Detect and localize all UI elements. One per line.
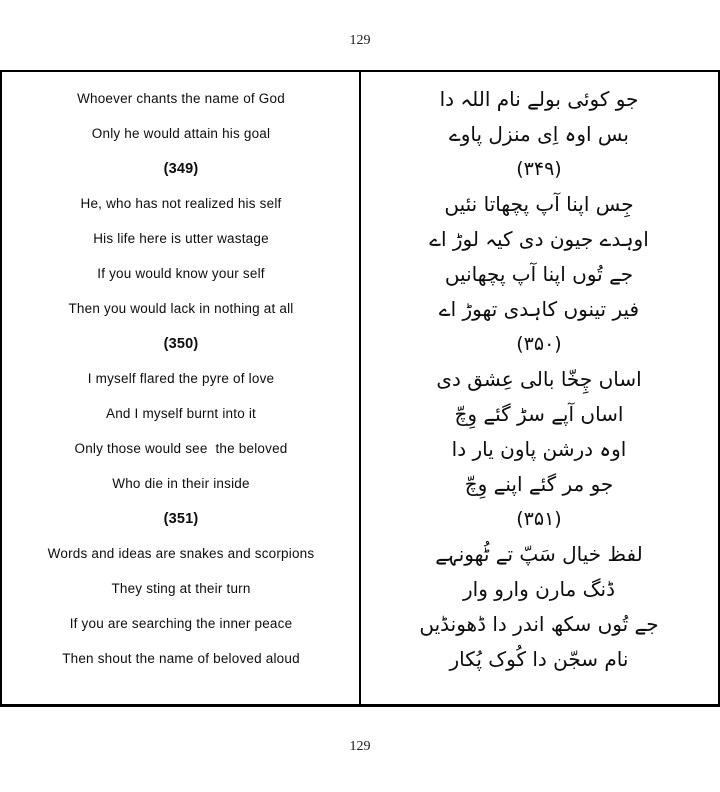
verse-row [2, 501, 718, 536]
english-line: They sting at their turn [111, 581, 251, 596]
urdu-line: جو کوئی بولے نام اللہ دا [439, 86, 639, 111]
english-line: Who die in their inside [112, 476, 250, 491]
english-line: If you would know your self [97, 266, 265, 281]
urdu-line: (۳۴۹) [516, 157, 562, 180]
verse-row [2, 326, 718, 361]
urdu-line: فیر تینوں کاہدی تھوڑ اے [438, 296, 640, 321]
urdu-line: بس اوہ اِی منزل پاوے [449, 121, 629, 146]
verse-row [2, 431, 718, 466]
english-line: Words and ideas are snakes and scorpions [47, 546, 315, 561]
urdu-line: اساں چِخّا بالی عِشق دی [436, 366, 642, 391]
english-line: (350) [163, 335, 199, 352]
english-line: (351) [163, 510, 199, 527]
verse-row [2, 116, 718, 151]
urdu-line: جِس اپنا آپ پچھاتا نئیں [444, 191, 634, 216]
urdu-line: اوہ درشن پاون یار دا [451, 436, 627, 461]
english-line: Whoever chants the name of God [77, 91, 285, 106]
urdu-line: (۳۵۰) [516, 332, 562, 355]
verse-row [2, 221, 718, 256]
urdu-line: ڈنگ مارن وارو وار [462, 576, 615, 601]
english-line: (349) [163, 160, 199, 177]
english-line: Only he would attain his goal [91, 126, 271, 141]
urdu-line: اساں آپے سڑ گئے وِچّ [454, 401, 624, 426]
verse-row [2, 571, 718, 606]
english-line: I myself flared the pyre of love [87, 371, 275, 386]
verse-row [2, 291, 718, 326]
verse-row [2, 641, 718, 676]
urdu-line: جو مر گئے اپنے وِچّ [464, 471, 614, 496]
verse-row [2, 81, 718, 116]
page-number-top: 129 [349, 33, 371, 48]
page-number-bottom: 129 [349, 739, 371, 754]
verse-row [2, 256, 718, 291]
verse-row [2, 606, 718, 641]
english-line: If you are searching the inner peace [69, 616, 293, 631]
english-line: His life here is utter wastage [93, 231, 269, 246]
urdu-line: نام سجّن دا کُوک پُکار [449, 646, 629, 671]
verse-rows [2, 81, 718, 676]
verse-row [2, 466, 718, 501]
verse-row [2, 186, 718, 221]
content-frame [0, 70, 720, 707]
urdu-line: لفظ خیال سَپّ تے ٹُھونہے [435, 541, 643, 566]
verse-row [2, 536, 718, 571]
verse-row [2, 396, 718, 431]
english-line: Only those would see the beloved [74, 441, 288, 456]
verse-row [2, 361, 718, 396]
english-line: He, who has not realized his self [80, 196, 282, 211]
english-line: Then shout the name of beloved aloud [62, 651, 300, 666]
english-line: Then you would lack in nothing at all [68, 301, 294, 316]
verse-row [2, 151, 718, 186]
english-line: And I myself burnt into it [105, 406, 256, 421]
urdu-line: اوہدے جیون دی کیہ لوڑ اے [429, 226, 649, 251]
urdu-line: جے تُوں سکھ اندر دا ڈھونڈیں [419, 611, 659, 636]
urdu-line: جے تُوں اپنا آپ پچھانیں [444, 261, 634, 286]
urdu-line: (۳۵۱) [516, 507, 562, 530]
